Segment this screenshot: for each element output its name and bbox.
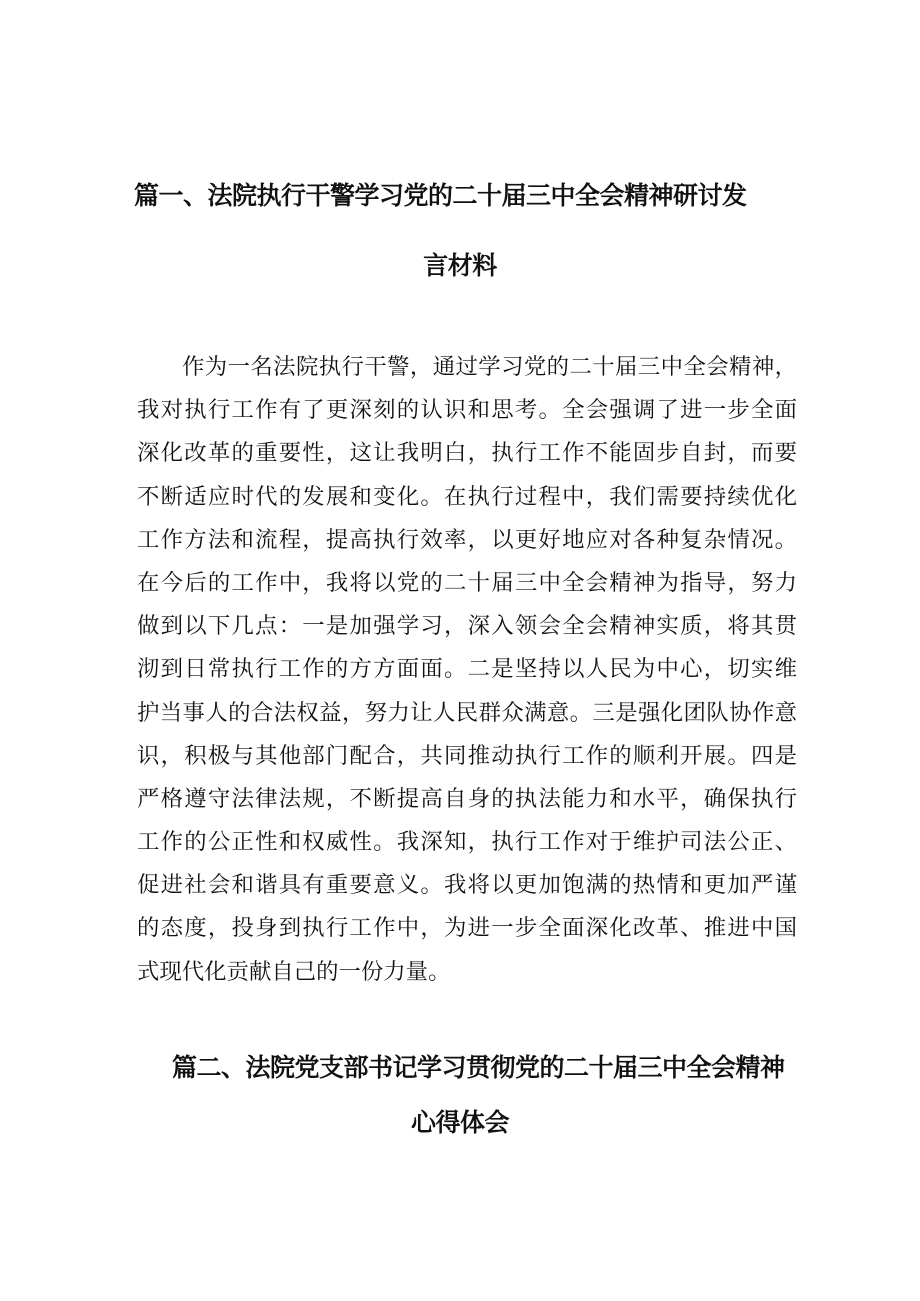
body-line: 工作方法和流程，提高执行效率，以更好地应对各种复杂情况。 [137,526,797,553]
body-line: 识，积极与其他部门配合，共同推动执行工作的顺利开展。四是 [137,742,797,769]
body-line: 我对执行工作有了更深刻的认识和思考。全会强调了进一步全面 [137,397,797,424]
section1-body [137,346,797,994]
body-line: 沏到日常执行工作的方方面面。二是坚持以人民为中心，切实维 [137,656,797,683]
body-line: 在今后的工作中，我将以党的二十届三中全会精神为指导，努力 [137,569,797,596]
body-line: 促进社会和谐具有重要意义。我将以更加饱满的热情和更加严谨 [137,872,797,899]
section1-title-line2: 言材料 [423,251,497,280]
body-line: 的态度，投身到执行工作中，为进一步全面深化改革、推进中国 [137,915,797,942]
section2-title-line1: 篇二、法院党支部书记学习贯彻党的二十届三中全会精神 [172,1053,785,1082]
body-line: 工作的公正性和权威性。我深知，执行工作对于维护司法公正、 [137,829,797,856]
body-line: 护当事人的合法权益，努力让人民群众满意。三是强化团队协作意 [137,699,797,726]
body-line: 式现代化贡献自己的一份力量。 [137,958,451,985]
body-line: 不断适应时代的发展和变化。在执行过程中，我们需要持续优化 [137,483,797,510]
body-line: 作为一名法院执行干警，通过学习党的二十届三中全会精神， [182,354,797,380]
section2-title-line2: 心得体会 [410,1108,509,1137]
body-line: 做到以下几点：一是加强学习，深入领会全会精神实质，将其贯 [137,613,797,640]
body-line: 严格遵守法律法规，不断提高自身的执法能力和水平，确保执行 [137,785,797,812]
section1-title-line1: 篇一、法院执行干警学习党的二十届三中全会精神研讨发 [134,181,747,210]
body-line: 深化改革的重要性，这让我明白，执行工作不能固步自封，而要 [137,440,797,467]
